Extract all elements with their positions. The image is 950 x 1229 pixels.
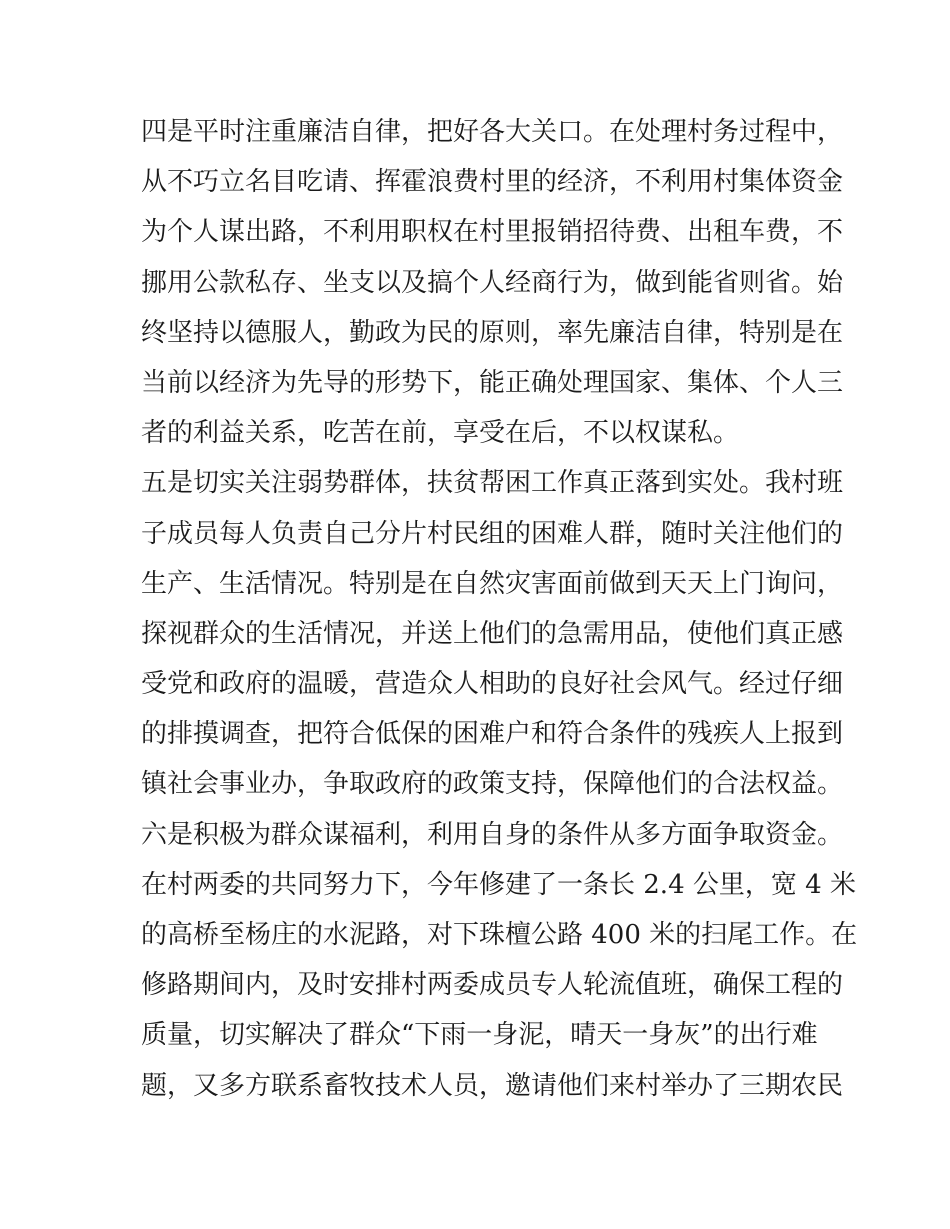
text-line: 终坚持以德服人，勤政为民的原则，率先廉洁自律，特别是在 bbox=[141, 317, 844, 348]
text-line: 五是切实关注弱势群体，扶贫帮困工作真正落到实处。我村班 bbox=[141, 468, 844, 499]
text-line: 从不巧立名目吃请、挥霍浪费村里的经济，不利用村集体资金 bbox=[141, 167, 844, 198]
text-line: 题，又多方联系畜牧技术人员，邀请他们来村举办了三期农民 bbox=[141, 1070, 844, 1101]
text-line: 的高桥至杨庄的水泥路，对下珠檀公路 400 米的扫尾工作。在 bbox=[141, 920, 858, 950]
text-line: 的排摸调查，把符合低保的困难户和符合条件的残疾人上报到 bbox=[141, 719, 844, 750]
text-line: 为个人谋出路，不利用职权在村里报销招待费、出租车费，不 bbox=[141, 217, 844, 248]
text-line: 镇社会事业办，争取政府的政策支持，保障他们的合法权益。 bbox=[141, 769, 844, 800]
text-line: 者的利益关系，吃苦在前，享受在后，不以权谋私。 bbox=[141, 418, 740, 449]
text-line: 受党和政府的温暖，营造众人相助的良好社会风气。经过仔细 bbox=[141, 669, 844, 700]
text-line: 子成员每人负责自己分片村民组的困难人群，随时关注他们的 bbox=[141, 518, 844, 549]
text-line: 探视群众的生活情况，并送上他们的急需用品，使他们真正感 bbox=[141, 618, 844, 649]
body-text bbox=[141, 107, 858, 1111]
text-line: 修路期间内，及时安排村两委成员专人轮流值班，确保工程的 bbox=[141, 970, 844, 1001]
text-line: 当前以经济为先导的形势下，能正确处理国家、集体、个人三 bbox=[141, 367, 844, 398]
text-line: 挪用公款私存、坐支以及搞个人经商行为，做到能省则省。始 bbox=[141, 267, 844, 298]
text-line: 在村两委的共同努力下，今年修建了一条长 2.4 公里，宽 4 米 bbox=[141, 869, 856, 900]
text-line: 四是平时注重廉洁自律，把好各大关口。在处理村务过程中， bbox=[141, 117, 844, 147]
text-line: 六是积极为群众谋福利，利用自身的条件从多方面争取资金。 bbox=[141, 819, 844, 850]
text-line: 生产、生活情况。特别是在自然灾害面前做到天天上门询问， bbox=[141, 568, 844, 599]
text-line: 质量，切实解决了群众“下雨一身泥，晴天一身灰”的出行难 bbox=[141, 1020, 818, 1051]
